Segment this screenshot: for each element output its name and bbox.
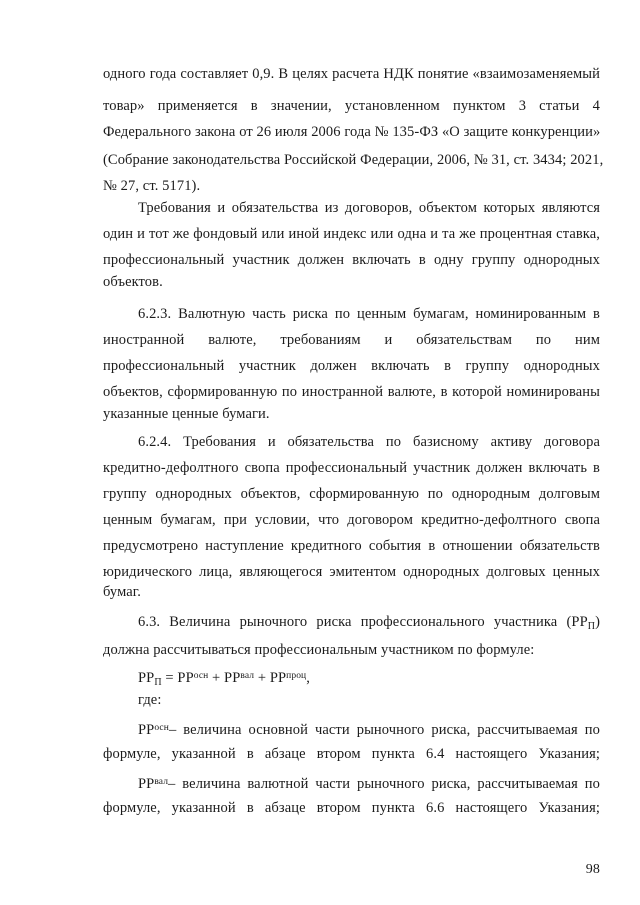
text-line: где: [138,692,162,708]
text-line: формуле, указанной в абзаце втором пункта 6.6 настоящего Указания; [103,800,600,816]
text-line: профессиональный участник должен включать в группу однородных [103,358,600,374]
page-number: 98 [585,862,600,877]
subscript: П [587,621,596,632]
paragraph-first-line [138,612,600,637]
text-line: предусмотрено наступление кредитного события в отношении обязательств [103,538,600,554]
definition-text: – величина валютной части рыночного риска, рассчитываемая по [168,776,600,792]
text-line: одного года составляет 0,9. В целях расчета НДК понятие «взаимозаменяемый [103,66,600,82]
definition-line [138,718,600,740]
subscript: П [154,677,162,688]
text-line: объектов, сформированную по иностранной валюте, в которой номинированы [103,384,600,400]
formula [138,666,600,693]
paragraph-first-line: Требования и обязательства из договоров, объектом которых являются [138,200,600,216]
definition-line [138,772,600,794]
text-segment: 6.3. Величина рыночного риска профессионального участника (РР [138,614,588,630]
text-line: товар» применяется в значении, установленном пунктом 3 статьи 4 [103,98,600,114]
text-line: юридического лица, являющегося эмитентом однородных долговых ценных [103,564,600,580]
superscript: осн [154,723,169,733]
text-line: ценным бумагам, при условии, что договором кредитно-дефолтного свопа [103,512,600,528]
formula-term: + РР [208,670,241,686]
text-line: профессиональный участник должен включать в одну группу однородных [103,252,600,268]
text-line: группу однородных объектов, сформированную по однородным долговым [103,486,600,502]
text-segment: ) [595,614,600,630]
definition-term: РР [138,722,155,738]
formula-term: = РР [161,670,194,686]
text-line: должна рассчитываться профессиональным участником по формуле: [103,642,535,658]
superscript: вал [154,777,169,787]
text-line: № 27, ст. 5171). [103,178,201,194]
formula-term: + РР [254,670,287,686]
text-line: Федерального закона от 26 июля 2006 года № 135-ФЗ «О защите конкуренции» [103,124,601,140]
text-line: объектов. [103,274,163,290]
text-line: иностранной валюте, требованиям и обязательствам по ним [103,332,600,348]
text-line: бумаг. [103,584,141,600]
text-line: указанные ценные бумаги. [103,406,270,422]
text-line: кредитно-дефолтного свопа профессиональный участник должен включать в [103,460,600,476]
paragraph-first-line: 6.2.3. Валютную часть риска по ценным бумагам, номинированным в [138,306,600,322]
paragraph-first-line: 6.2.4. Требования и обязательства по базисному активу договора [138,434,600,450]
text-line: (Собрание законодательства Российской Федерации, 2006, № 31, ст. 3434; 2021, [103,152,604,168]
definition-term: РР [138,776,155,792]
superscript: проц [286,671,307,681]
formula-term: , [306,670,310,686]
text-line: формуле, указанной в абзаце втором пункта 6.4 настоящего Указания; [103,746,600,762]
superscript: осн [193,671,209,681]
superscript: вал [240,671,255,681]
definition-text: – величина основной части рыночного риска, рассчитываемая по [168,722,600,738]
text-line: один и тот же фондовый или иной индекс или одна и та же процентная ставка, [103,226,600,242]
formula-term: РР [138,670,155,686]
